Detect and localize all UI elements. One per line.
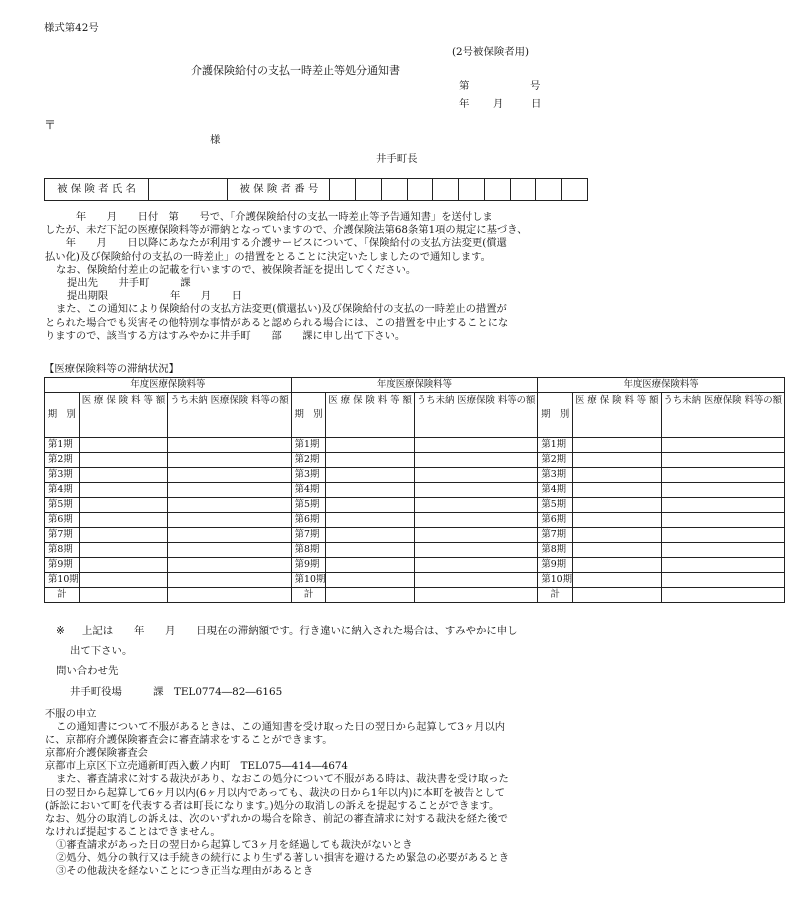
period-label: 第10期 xyxy=(45,573,80,588)
amount-cell xyxy=(79,558,168,573)
notice-line: 年 月 日付 第 号で、「介護保険給付の支払一時差止等予告通知書」を送付しま xyxy=(45,211,493,223)
unpaid-cell xyxy=(661,438,784,453)
col-amount: 医 療 保 険 料 等 額 xyxy=(326,393,415,438)
contact-info: 井手町役場 課 TEL0774―82―6165 xyxy=(70,686,283,698)
amount-cell xyxy=(573,573,662,588)
unpaid-cell xyxy=(168,588,291,603)
notice-line: また、この通知により保険給付の支払方法変更(償還払い)及び保険給付の支払の一時差止の措置が xyxy=(56,303,507,316)
notice-line: りますので、該当する方はすみやかに井手町 部 課に申し出て下さい。 xyxy=(45,329,406,342)
total-label: 計 xyxy=(538,588,573,603)
period-label: 第1期 xyxy=(45,438,80,453)
amount-cell xyxy=(79,573,168,588)
amount-cell xyxy=(326,438,415,453)
amount-cell xyxy=(573,438,662,453)
col-period: 期 別 xyxy=(538,393,573,438)
period-label: 第6期 xyxy=(538,513,573,528)
table-row xyxy=(45,558,785,573)
period-label: 第4期 xyxy=(538,483,573,498)
period-label: 第8期 xyxy=(45,543,80,558)
period-label: 第3期 xyxy=(538,468,573,483)
unpaid-cell xyxy=(661,543,784,558)
unpaid-cell xyxy=(414,588,537,603)
period-label: 第2期 xyxy=(291,453,326,468)
appeal-line: また、審査請求に対する裁決があり、なおこの処分について不服がある時は、裁決書を受け取った xyxy=(56,773,509,786)
arrears-table xyxy=(44,377,785,603)
period-label: 第2期 xyxy=(45,453,80,468)
period-label: 第1期 xyxy=(291,438,326,453)
period-label: 第7期 xyxy=(291,528,326,543)
period-label: 第2期 xyxy=(538,453,573,468)
amount-cell xyxy=(573,498,662,513)
period-label: 第3期 xyxy=(45,468,80,483)
appeal-item: ①審査請求があった日の翌日から起算して3ヶ月を経過しても裁決がないとき xyxy=(56,838,413,851)
period-label: 第5期 xyxy=(538,498,573,513)
number-digit-cell xyxy=(433,179,459,201)
doc-number-label: 第 xyxy=(459,80,470,92)
submit-to: 提出先 井手町 課 xyxy=(67,277,191,290)
total-row xyxy=(45,588,785,603)
total-label: 計 xyxy=(45,588,80,603)
unpaid-cell xyxy=(661,558,784,573)
amount-cell xyxy=(79,588,168,603)
period-label: 第6期 xyxy=(45,513,80,528)
date-month: 月 xyxy=(493,98,504,110)
notice-line: とられた場合でも災害その他特別な事情があると認められる場合には、この措置を中止することにな xyxy=(45,316,509,329)
unpaid-cell xyxy=(414,438,537,453)
unpaid-cell xyxy=(168,498,291,513)
appeal-line: 日の翌日から起算して6ヶ月以内(6ヶ月以内であっても、裁決の日から1年以内)に本町を被告として xyxy=(45,786,506,799)
period-label: 第5期 xyxy=(291,498,326,513)
note-line: 出て下さい。 xyxy=(70,645,133,657)
number-digit-cell xyxy=(510,179,536,201)
notice-line: 払い化)及び保険給付の支払の一時差止」の措置をとることに決定いたしましたので通知します。 xyxy=(45,250,491,263)
notice-body xyxy=(45,211,590,343)
unpaid-cell xyxy=(414,468,537,483)
appeal-line: に、京都府介護保険審査会に審査請求をすることができます。 xyxy=(45,734,333,747)
group-header: 年度医療保険料等 xyxy=(538,378,785,393)
number-digit-cell xyxy=(459,179,485,201)
period-label: 第7期 xyxy=(538,528,573,543)
recipient-sama: 様 xyxy=(210,134,221,146)
unpaid-cell xyxy=(168,513,291,528)
unpaid-cell xyxy=(414,528,537,543)
amount-cell xyxy=(79,468,168,483)
period-label: 第9期 xyxy=(291,558,326,573)
unpaid-cell xyxy=(414,558,537,573)
number-digit-cell xyxy=(562,179,588,201)
unpaid-cell xyxy=(661,573,784,588)
amount-cell xyxy=(573,513,662,528)
col-amount: 医 療 保 険 料 等 額 xyxy=(573,393,662,438)
amount-cell xyxy=(326,513,415,528)
number-digit-cell xyxy=(381,179,407,201)
amount-cell xyxy=(79,483,168,498)
amount-cell xyxy=(326,483,415,498)
period-label: 第4期 xyxy=(291,483,326,498)
submit-deadline: 提出期限 年 月 日 xyxy=(67,290,243,303)
period-label: 第7期 xyxy=(45,528,80,543)
unpaid-cell xyxy=(168,528,291,543)
unpaid-cell xyxy=(168,558,291,573)
amount-cell xyxy=(79,453,168,468)
period-label: 第6期 xyxy=(291,513,326,528)
col-amount: 医 療 保 険 料 等 額 xyxy=(79,393,168,438)
table-row xyxy=(45,498,785,513)
insured-name-label: 被 保 険 者 氏 名 xyxy=(45,179,149,201)
unpaid-cell xyxy=(661,513,784,528)
number-digit-cell xyxy=(407,179,433,201)
number-digit-cell xyxy=(484,179,510,201)
appeal-section xyxy=(45,708,590,878)
unpaid-cell xyxy=(414,513,537,528)
total-label: 計 xyxy=(291,588,326,603)
notice-line: 年 月 日以降にあなたが利用する介護サービスについて、「保険給付の支払方法変更(償還 xyxy=(45,237,507,250)
period-label: 第9期 xyxy=(538,558,573,573)
col-unpaid: うち未納 医療保険 料等の額 xyxy=(168,393,291,438)
unpaid-cell xyxy=(414,543,537,558)
amount-cell xyxy=(326,543,415,558)
col-unpaid: うち未納 医療保険 料等の額 xyxy=(661,393,784,438)
amount-cell xyxy=(573,468,662,483)
contact-label: 問い合わせ先 xyxy=(56,665,119,677)
period-label: 第8期 xyxy=(291,543,326,558)
period-label: 第10期 xyxy=(291,573,326,588)
notice-line: したが、未だ下記の医療保険料等が滞納となっていますので、介護保険法第68条第1項の規定に基づき、 xyxy=(45,224,528,237)
date-year: 年 xyxy=(459,98,470,110)
number-digit-cell xyxy=(536,179,562,201)
notice-line: なお、保険給付差止の記載を行いますので、被保険者証を提出してください。 xyxy=(56,263,417,276)
amount-cell xyxy=(79,513,168,528)
amount-cell xyxy=(79,498,168,513)
table-caption: 【医療保険料等の滞納状況】 xyxy=(44,363,180,375)
col-unpaid: うち未納 医療保険 料等の額 xyxy=(414,393,537,438)
amount-cell xyxy=(79,543,168,558)
amount-cell xyxy=(573,528,662,543)
note-line: 上記は 年 月 日現在の滞納額です。行き違いに納入された場合は、すみやかに申し xyxy=(82,625,518,637)
appeal-line: (訴訟において町を代表する者は町長になります。)処分の取消しの訴えを提起することができます。 xyxy=(45,799,500,812)
unpaid-cell xyxy=(414,573,537,588)
period-label: 第9期 xyxy=(45,558,80,573)
amount-cell xyxy=(573,558,662,573)
group-header: 年度医療保険料等 xyxy=(45,378,292,393)
period-label: 第3期 xyxy=(291,468,326,483)
period-label: 第1期 xyxy=(538,438,573,453)
amount-cell xyxy=(79,528,168,543)
insured-type: (2号被保険者用) xyxy=(452,46,530,58)
amount-cell xyxy=(326,573,415,588)
appeal-line: この通知書について不服があるときは、この通知書を受け取った日の翌日から起算して3ヶ月以内 xyxy=(56,721,506,734)
period-label: 第10期 xyxy=(538,573,573,588)
number-digit-cell xyxy=(330,179,356,201)
amount-cell xyxy=(326,558,415,573)
unpaid-cell xyxy=(661,453,784,468)
amount-cell xyxy=(326,588,415,603)
postal-mark: 〒 xyxy=(44,118,57,132)
amount-cell xyxy=(573,483,662,498)
date-day: 日 xyxy=(531,98,542,110)
unpaid-cell xyxy=(661,468,784,483)
unpaid-cell xyxy=(168,543,291,558)
table-row xyxy=(45,513,785,528)
col-period: 期 別 xyxy=(45,393,80,438)
doc-number-suffix: 号 xyxy=(530,80,541,92)
form-number: 様式第42号 xyxy=(44,22,99,34)
period-label: 第5期 xyxy=(45,498,80,513)
group-header: 年度医療保険料等 xyxy=(291,378,538,393)
appeal-heading: 不服の申立 xyxy=(45,708,97,720)
unpaid-cell xyxy=(168,453,291,468)
amount-cell xyxy=(573,588,662,603)
period-label: 第4期 xyxy=(45,483,80,498)
amount-cell xyxy=(79,438,168,453)
note-mark: ※ xyxy=(56,625,65,637)
unpaid-cell xyxy=(168,438,291,453)
issuer-name: 井手町長 xyxy=(376,153,418,165)
appeal-address: 京都市上京区下立売通新町西入藪ノ内町 TEL075―414―4674 xyxy=(45,760,348,773)
appeal-line: なければ提起することはできません。 xyxy=(45,825,221,838)
number-digit-cell xyxy=(356,179,382,201)
appeal-item: ③その他裁決を経ないことにつき正当な理由があるとき xyxy=(56,865,314,878)
col-period: 期 別 xyxy=(291,393,326,438)
unpaid-cell xyxy=(168,573,291,588)
amount-cell xyxy=(573,543,662,558)
amount-cell xyxy=(326,528,415,543)
insured-name-field xyxy=(149,179,228,201)
table-row xyxy=(45,528,785,543)
amount-cell xyxy=(573,453,662,468)
table-row xyxy=(45,438,785,453)
table-row xyxy=(45,573,785,588)
unpaid-cell xyxy=(414,483,537,498)
appeal-item: ②処分、処分の執行又は手続きの続行により生ずる著しい損害を避けるため緊急の必要があるとき xyxy=(56,852,510,865)
unpaid-cell xyxy=(661,528,784,543)
unpaid-cell xyxy=(661,498,784,513)
unpaid-cell xyxy=(661,483,784,498)
table-row xyxy=(45,453,785,468)
table-row xyxy=(45,468,785,483)
unpaid-cell xyxy=(168,468,291,483)
table-row xyxy=(45,483,785,498)
amount-cell xyxy=(326,453,415,468)
unpaid-cell xyxy=(168,483,291,498)
unpaid-cell xyxy=(414,453,537,468)
appeal-org: 京都府介護保険審査会 xyxy=(45,747,148,760)
document-title: 介護保険給付の支払一時差止等処分通知書 xyxy=(191,64,400,77)
unpaid-cell xyxy=(414,498,537,513)
insured-info-box xyxy=(44,178,588,201)
table-row xyxy=(45,543,785,558)
amount-cell xyxy=(326,468,415,483)
insured-number-label: 被 保 険 者 番 号 xyxy=(228,179,330,201)
appeal-line: なお、処分の取消しの訴えは、次のいずれかの場合を除き、前記の審査請求に対する裁決を経た後で xyxy=(45,812,508,825)
period-label: 第8期 xyxy=(538,543,573,558)
amount-cell xyxy=(326,498,415,513)
unpaid-cell xyxy=(661,588,784,603)
